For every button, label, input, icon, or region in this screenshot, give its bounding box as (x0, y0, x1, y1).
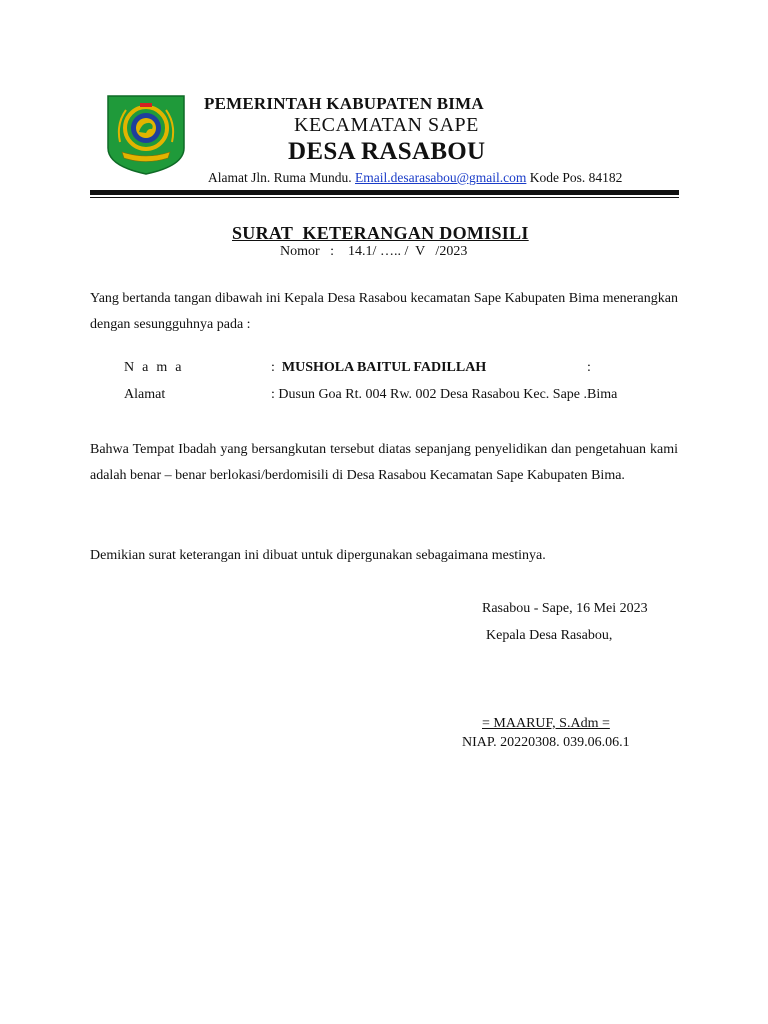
letterhead-address (208, 170, 622, 186)
intro-paragraph: Yang bertanda tangan dibawah ini Kepala Desa Rasabou kecamatan Sape Kabupaten Bima menerangkan dengan sesungguhnya pada : (90, 291, 678, 332)
address-street: Alamat Jln. Ruma Mundu. (208, 170, 352, 185)
email-link[interactable]: Email.desarasabou@gmail.com (355, 170, 527, 185)
document-title: SURAT KETERANGAN DOMISILI (232, 223, 529, 243)
header-district: KECAMATAN SAPE (294, 114, 479, 136)
name-trailing-colon: : (587, 360, 591, 375)
document-number: Nomor : 14.1/ ….. / V /2023 (280, 244, 468, 259)
closing-paragraph: Demikian surat keterangan ini dibuat untuk dipergunakan sebagaimana mestinya. (90, 548, 546, 563)
address-label: Alamat (124, 387, 166, 402)
emblem-top-bar (140, 103, 152, 107)
signatory-name: = MAARUF, S.Adm = (482, 716, 610, 731)
name-field: : MUSHOLA BAITUL FADILLAH (271, 360, 487, 375)
name-value: MUSHOLA BAITUL FADILLAH (281, 360, 487, 375)
signature-place-date: Rasabou - Sape, 16 Mei 2023 (482, 601, 648, 616)
regency-emblem-logo (106, 94, 186, 176)
signatory-niap: NIAP. 20220308. 039.06.06.1 (462, 735, 630, 750)
header-divider-thick (90, 190, 679, 195)
header-divider-thin (90, 197, 679, 198)
signature-role: Kepala Desa Rasabou, (486, 628, 613, 643)
header-government: PEMERINTAH KABUPATEN BIMA (204, 94, 484, 113)
body-paragraph: Bahwa Tempat Ibadah yang bersangkutan tersebut diatas sepanjang penyelidikan dan pengetahuan kami adalah benar – benar berlokasi/berdomisili di Desa Rasabou Kecamatan Sape Kabupaten Bima. (90, 442, 678, 483)
postal-code: Kode Pos. 84182 (529, 170, 623, 185)
address-field: : Dusun Goa Rt. 004 Rw. 002 Desa Rasabou Kec. Sape .Bima (271, 387, 618, 402)
name-label: Nama (124, 360, 190, 375)
address-value: Dusun Goa Rt. 004 Rw. 002 Desa Rasabou Kec. Sape .Bima (278, 387, 618, 402)
header-village: DESA RASABOU (288, 138, 486, 165)
